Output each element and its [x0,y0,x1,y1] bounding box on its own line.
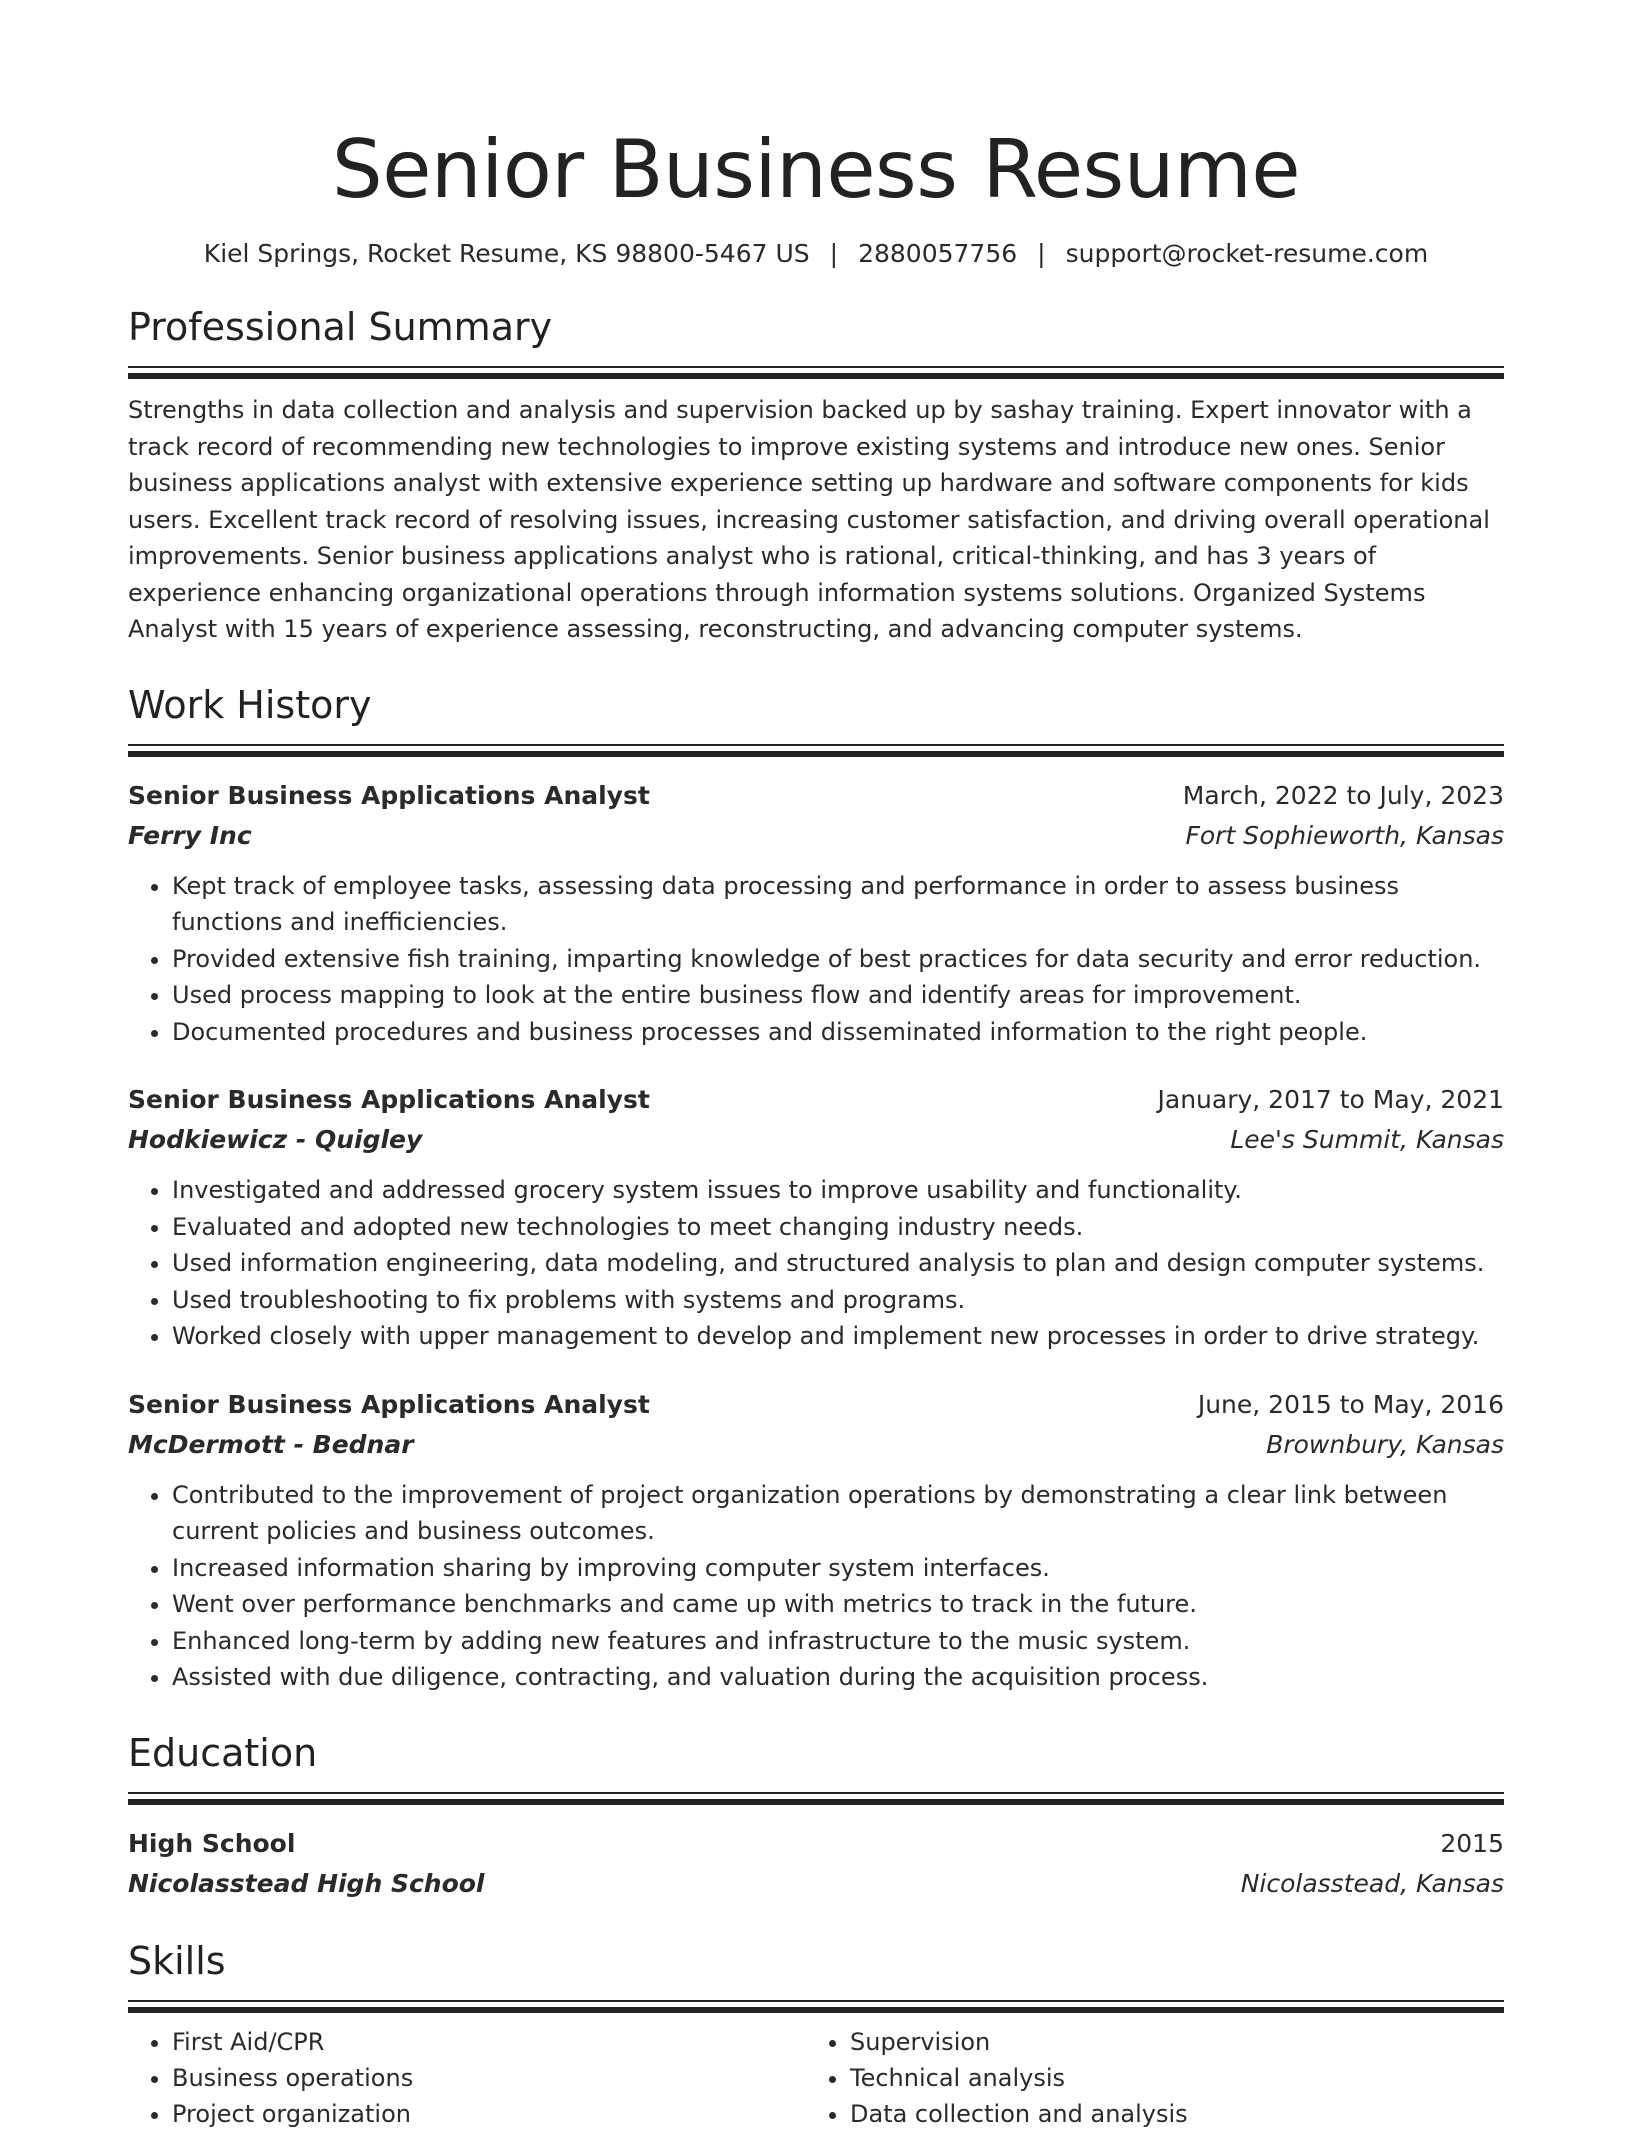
contact-address: Kiel Springs, Rocket Resume, KS 98800-5467 US [203,239,810,268]
job-bullet: • Assisted with due diligence, contracting, and valuation during the acquisition process. [172,1659,1504,1696]
job-entry [128,776,1504,1051]
job-title: Senior Business Applications Analyst [128,1085,650,1114]
skill-item: • Supervision [850,2024,1484,2060]
job-bullet: • Used information engineering, data modeling, and structured analysis to plan and design computer systems. [172,1245,1504,1282]
job-bullet: • Provided extensive fish training, imparting knowledge of best practices for data security and error reduction. [172,941,1504,978]
job-bullets [128,868,1504,1051]
skill-item: • Business operations [172,2060,806,2096]
resume-page [128,0,1504,2132]
section-heading-education: Education [128,1730,318,1775]
summary-section [128,304,1504,648]
skill-item: • Technical analysis [850,2060,1484,2096]
job-title: Senior Business Applications Analyst [128,1389,650,1419]
skill-item: • Project organization [172,2096,806,2132]
section-heading-work: Work History [128,682,372,727]
job-bullet: • Used troubleshooting to fix problems with systems and programs. [172,1282,1504,1319]
resume-title: Senior Business Resume [331,123,1301,216]
contact-separator: | [1037,239,1046,268]
job-entry [128,1080,1504,1355]
job-dates: March, 2022 to July, 2023 [1182,780,1504,810]
education-school: Nicolasstead High School [128,1868,485,1898]
job-company: Hodkiewicz - Quigley [128,1125,423,1154]
job-bullet: • Went over performance benchmarks and came up with metrics to track in the future. [172,1586,1504,1623]
job-bullet: • Worked closely with upper management to develop and implement new processes in order to drive strategy. [172,1318,1504,1355]
skills-section [128,1938,1504,2132]
section-heading-summary: Professional Summary [128,305,553,349]
education-entry [128,1824,1504,1904]
education-year: 2015 [1440,1828,1504,1858]
contact-line [128,238,1504,270]
education-location: Nicolasstead, Kansas [1240,1868,1504,1898]
job-bullet: • Enhanced long-term by adding new features and infrastructure to the music system. [172,1623,1504,1660]
job-bullets [128,1172,1504,1355]
skills-columns [128,2024,1504,2132]
job-bullet: • Used process mapping to look at the entire business flow and identify areas for improvement. [172,977,1504,1014]
job-bullet: • Evaluated and adopted new technologies to meet changing industry needs. [172,1209,1504,1246]
education-degree: High School [128,1828,296,1858]
contact-email: support@rocket-resume.com [1065,239,1429,268]
summary-text: Strengths in data collection and analysis and supervision backed up by sashay training. Expert innovator with a track record of recommending new technologies to improve existing systems and introduce new ones. Senior business applications analyst with extensive experience setting up hardware and software components for kids users. Excellent track record of resolving issues, increasing customer satisfaction, and driving overall operational improvements. Senior business applications analyst who is rational, critical-thinking, and has 3 years of experience enhancing organizational operations through information systems solutions. Organized Systems Analyst with 15 years of experience assessing, reconstructing, and advancing computer systems. [128,396,1490,643]
job-location: Fort Sophieworth, Kansas [1185,820,1504,850]
job-dates: January, 2017 to May, 2021 [1157,1085,1504,1114]
job-location: Lee's Summit, Kansas [1230,1125,1504,1154]
job-title: Senior Business Applications Analyst [128,780,650,810]
job-bullet: • Increased information sharing by improving computer system interfaces. [172,1550,1504,1587]
skills-left-column [128,2024,806,2132]
work-history-section [128,682,1504,1696]
job-dates: June, 2015 to May, 2016 [1197,1389,1504,1419]
contact-separator: | [829,239,839,268]
job-company: Ferry Inc [128,820,252,850]
job-bullet: • Investigated and addressed grocery system issues to improve usability and functionality. [172,1172,1504,1209]
education-section [128,1730,1504,1904]
section-divider [128,366,1504,380]
section-divider [128,744,1504,758]
section-heading-skills: Skills [128,1938,226,1983]
job-bullet: • Documented procedures and business processes and disseminated information to the right people. [172,1014,1504,1051]
job-bullet: • Kept track of employee tasks, assessing data processing and performance in order to assess business functions and inefficiencies. [172,868,1504,941]
contact-phone: 2880057756 [858,239,1018,268]
job-location: Brownbury, Kansas [1266,1429,1504,1459]
section-divider [128,2000,1504,2014]
skills-right-column [806,2024,1484,2132]
job-entry [128,1385,1504,1696]
skill-item: • Data collection and analysis [850,2096,1484,2132]
job-bullet: • Contributed to the improvement of project organization operations by demonstrating a clear link between current policies and business outcomes. [172,1477,1504,1550]
skill-item: • First Aid/CPR [172,2024,806,2060]
job-company: McDermott - Bednar [128,1429,414,1459]
job-bullets [128,1477,1504,1696]
section-divider [128,1792,1504,1806]
